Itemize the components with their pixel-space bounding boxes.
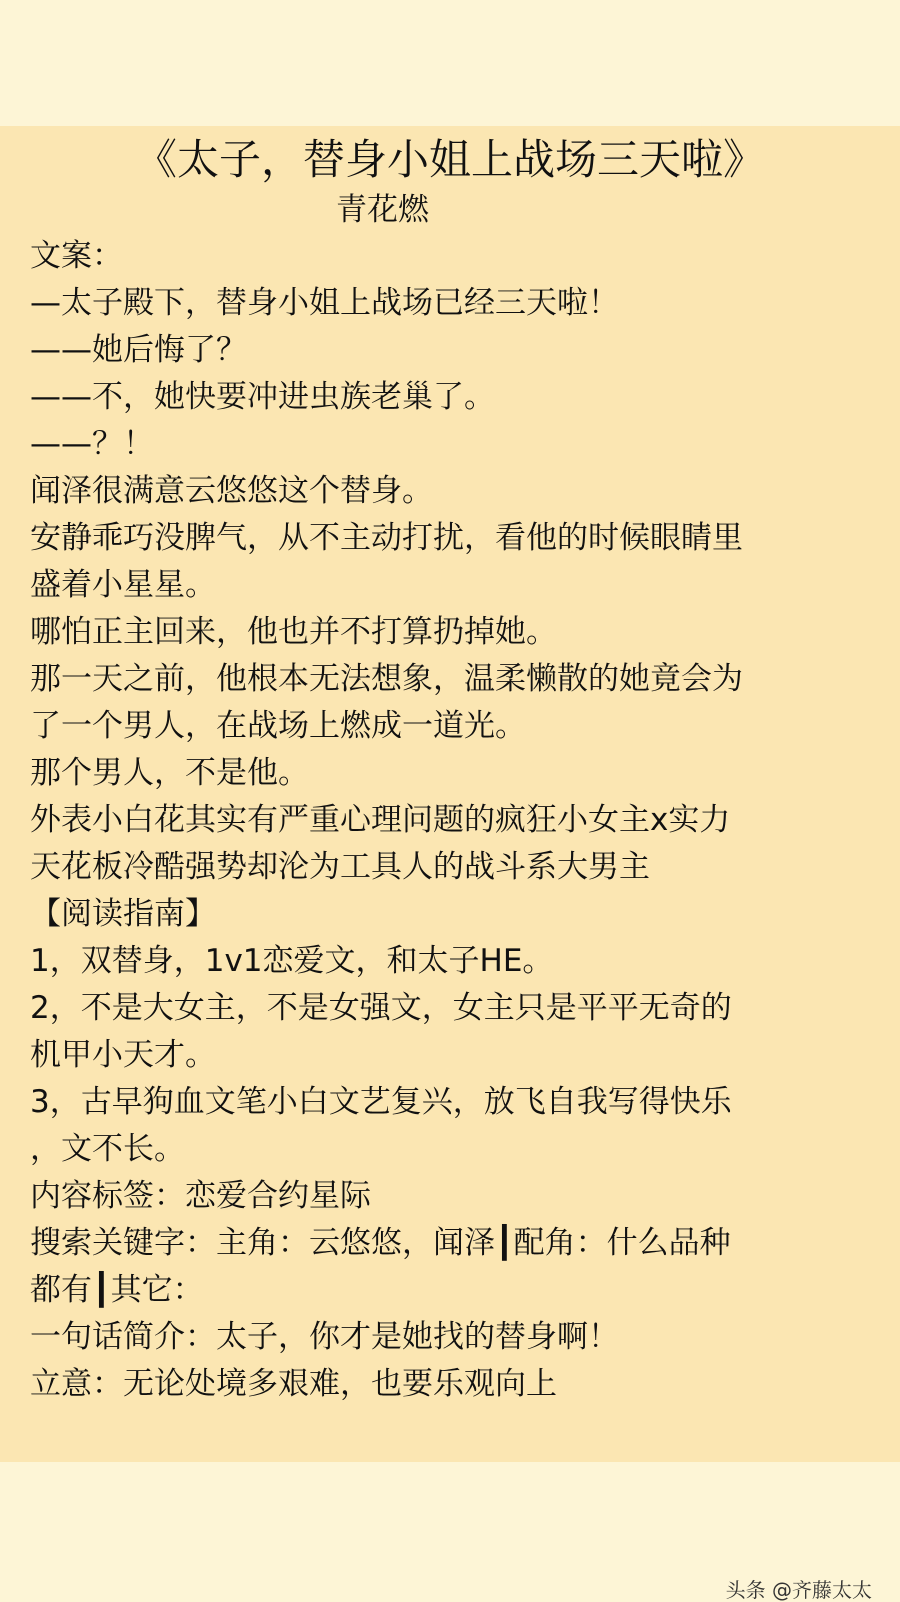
text-line: 1，双替身，1v1恋爱文，和太子HE。 (30, 943, 554, 979)
text-line: 都有┃其它： (30, 1272, 204, 1308)
text-line: 文案： (30, 238, 123, 274)
text-line: 外表小白花其实有严重心理问题的疯狂小女主x实力 (30, 802, 731, 838)
text-line: 那一天之前，他根本无法想象，温柔懒散的她竟会为 (30, 661, 743, 697)
text-line: 立意：无论处境多艰难，也要乐观向上 (30, 1366, 557, 1402)
text-line: 盛着小星星。 (30, 567, 216, 603)
text-line: —太子殿下，替身小姐上战场已经三天啦！ (30, 285, 619, 321)
text-line: ——她后悔了？ (30, 332, 247, 368)
text-line: 2，不是大女主，不是女强文，女主只是平平无奇的 (30, 990, 732, 1026)
text-line: 一句话简介：太子，你才是她找的替身啊！ (30, 1319, 619, 1355)
text-line: 那个男人，不是他。 (30, 755, 309, 791)
text-line: 搜索关键字：主角：云悠悠，闻泽┃配角：什么品种 (30, 1225, 731, 1261)
text-line: 安静乖巧没脾气，从不主动打扰，看他的时候眼睛里 (30, 520, 743, 556)
text-line: 3，古早狗血文笔小白文艺复兴，放飞自我写得快乐 (30, 1084, 732, 1120)
text-line: 哪怕正主回来，他也并不打算扔掉她。 (30, 614, 557, 650)
author-name: 青花燃 (336, 192, 429, 228)
text-line: 了一个男人，在战场上燃成一道光。 (30, 708, 526, 744)
text-line: ——？！ (30, 426, 154, 462)
section-heading: 【阅读指南】 (30, 896, 216, 932)
text-line: 闻泽很满意云悠悠这个替身。 (30, 473, 433, 509)
text-line: ，文不长。 (30, 1131, 185, 1167)
synopsis-text (30, 233, 890, 1408)
watermark: 头条 @齐藤太太 (725, 1578, 872, 1602)
book-title: 《太子，替身小姐上战场三天啦》 (134, 135, 765, 184)
text-line: ——不，她快要冲进虫族老巢了。 (30, 379, 495, 415)
text-line: 天花板冷酷强势却沦为工具人的战斗系大男主 (30, 849, 650, 885)
text-line: 内容标签：恋爱合约星际 (30, 1178, 371, 1214)
text-line: 机甲小天才。 (30, 1037, 216, 1073)
